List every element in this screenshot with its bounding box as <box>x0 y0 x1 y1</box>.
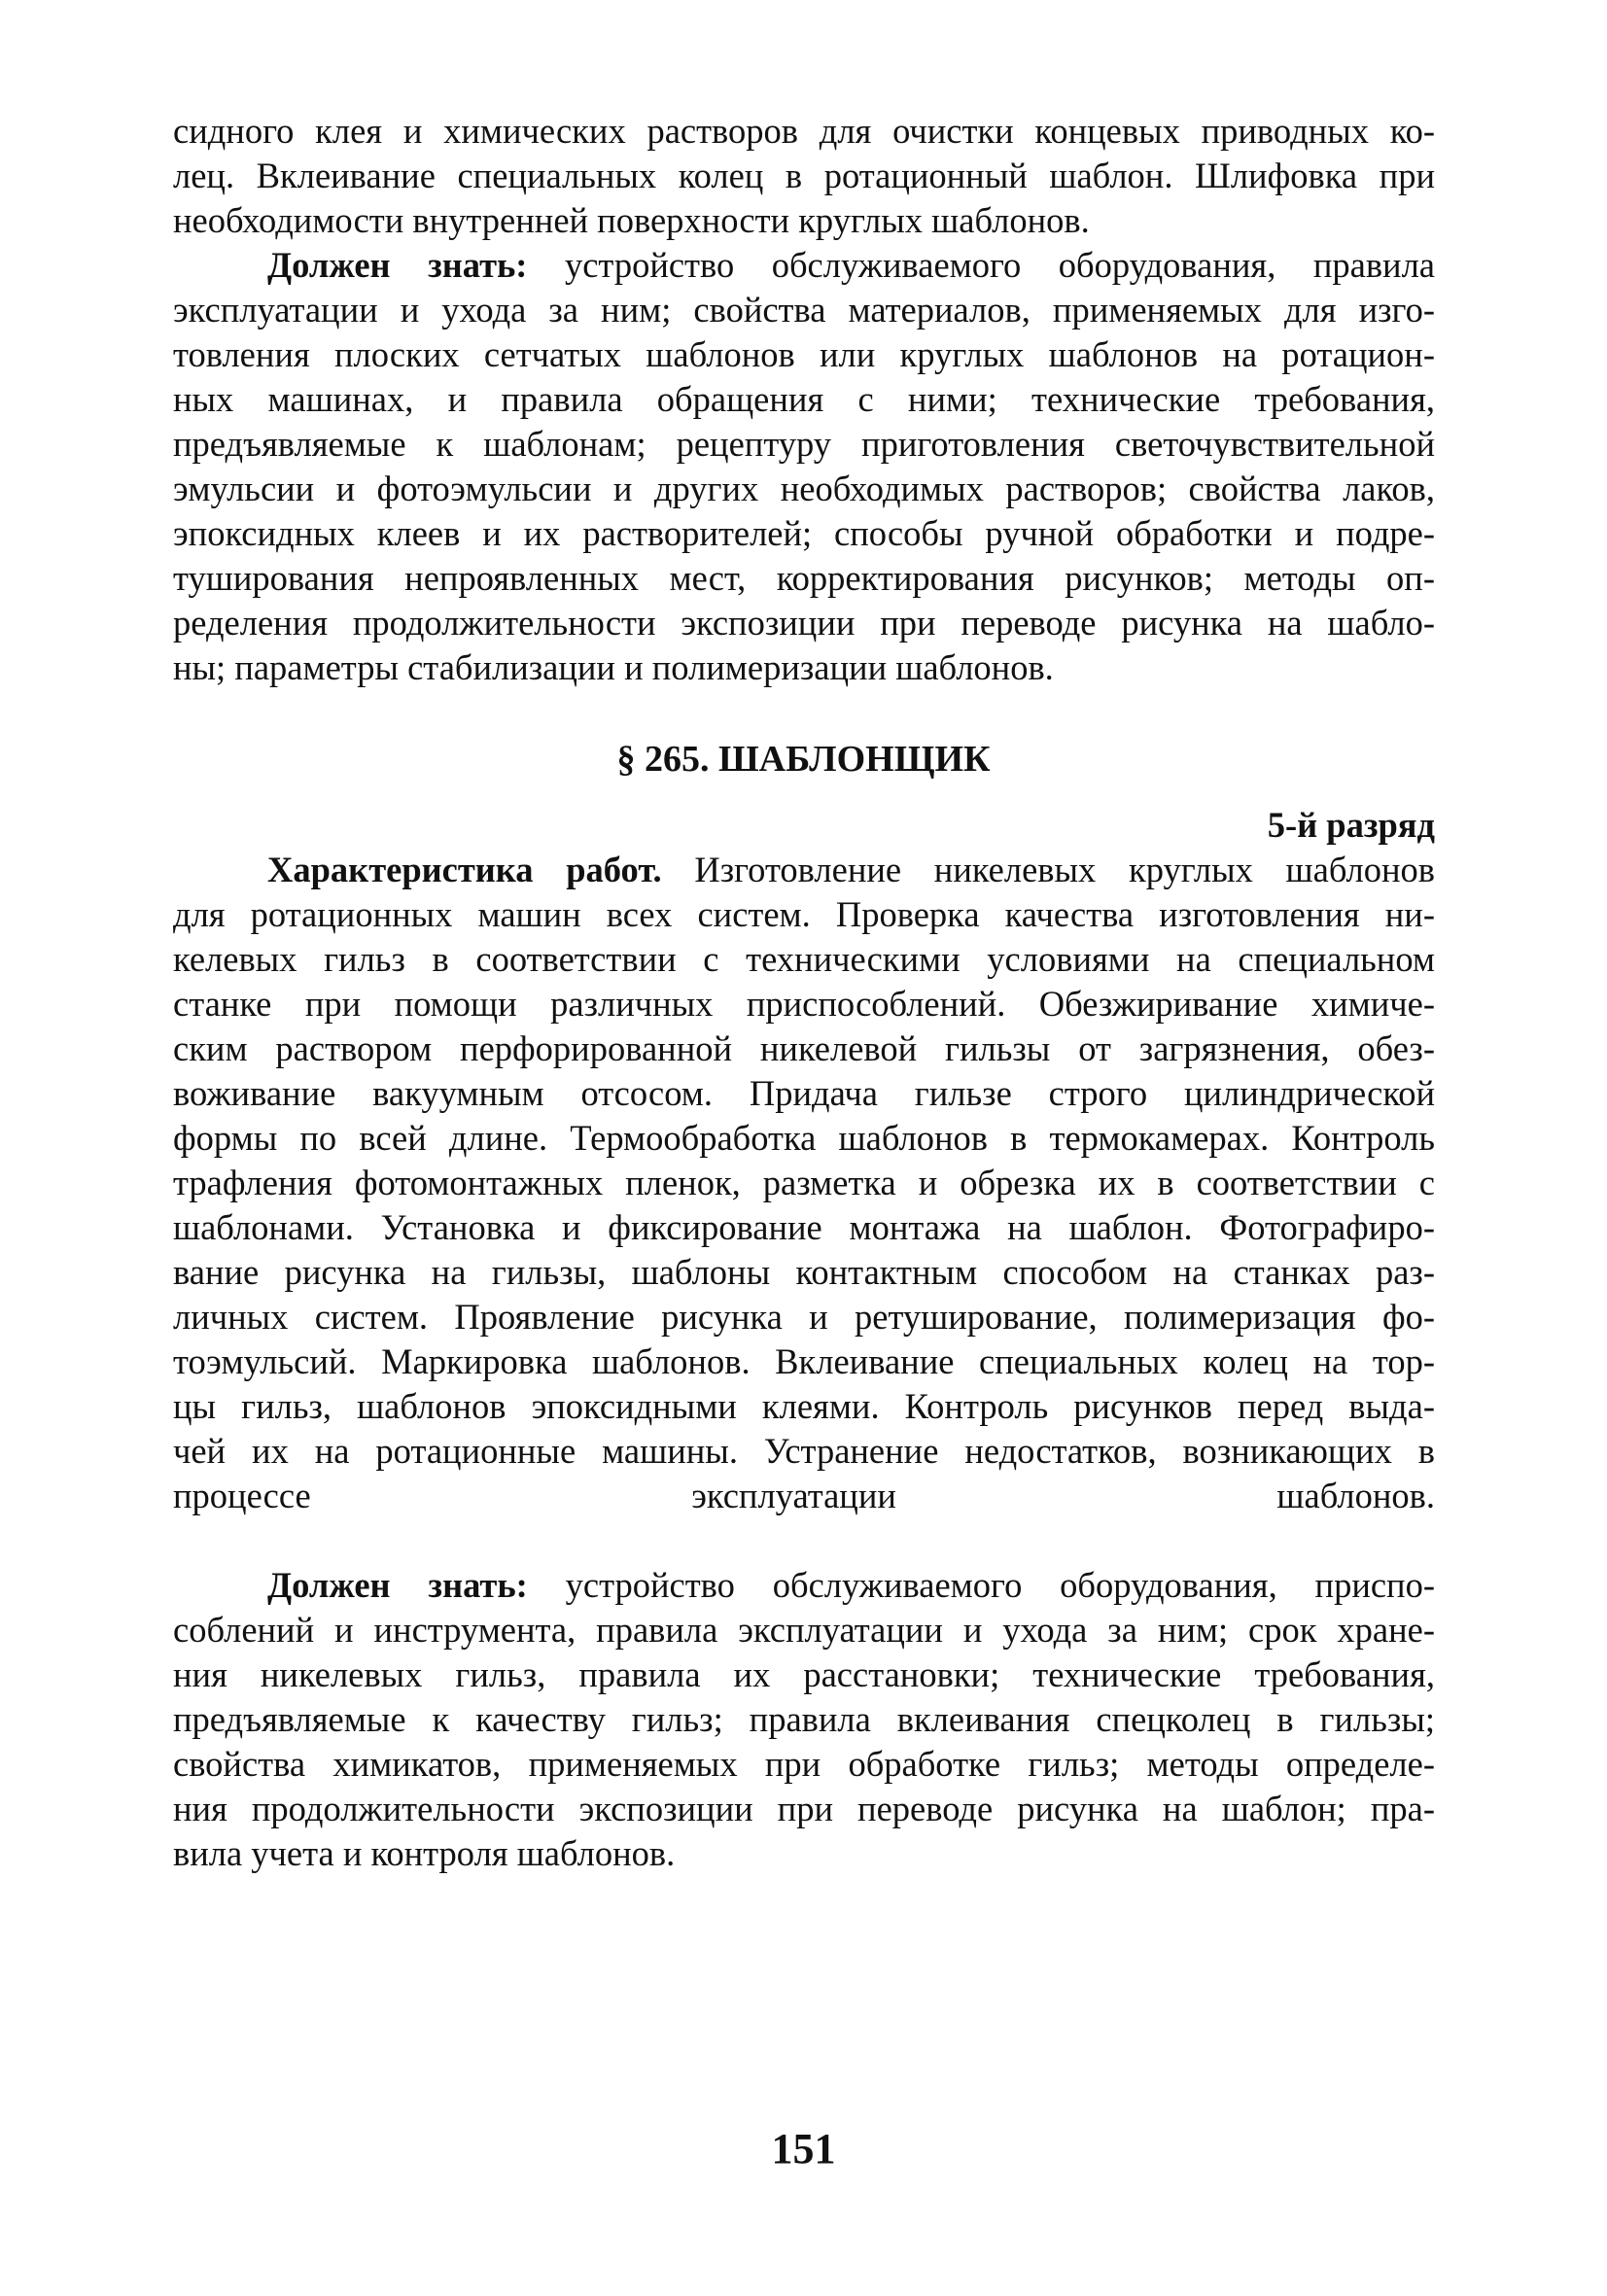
text-line: процессе эксплуатации шаблонов. <box>173 1476 1435 1515</box>
text-line: ны; параметры стабилизации и полимеризации шаблонов. <box>173 647 1054 687</box>
text-line: товления плоских сетчатых шаблонов или круглых шаблонов на ротацион- <box>173 334 1435 374</box>
text-line: цы гильз, шаблонов эпоксидными клеями. Контроль рисунков перед выда- <box>173 1386 1435 1426</box>
text-line: необходимости внутренней поверхности круглых шаблонов. <box>173 200 1090 240</box>
rank-label: 5-й разряд <box>1267 805 1435 845</box>
text-line: вила учета и контроля шаблонов. <box>173 1833 676 1873</box>
text-line: чей их на ротационные машины. Устранение недостатков, возникающих в <box>173 1431 1435 1471</box>
text-segment: Изготовление никелевых круглых шаблонов <box>661 850 1435 889</box>
text-line: для ротационных машин всех систем. Проверка качества изготовления ни- <box>173 894 1435 934</box>
text-line: трафления фотомонтажных пленок, разметка и обрезка их в соответствии с <box>173 1163 1435 1202</box>
paragraph-label: Характеристика работ. <box>267 850 662 889</box>
text-line: станке при помощи различных приспособлений. Обезжиривание химиче- <box>173 984 1435 1024</box>
text-line: формы по всей длине. Термообработка шаблонов в термокамерах. Контроль <box>173 1118 1435 1158</box>
text-line: ных машинах, и правила обращения с ними; технические требования, <box>173 379 1435 419</box>
text-line: личных систем. Проявление рисунка и ретуширование, полимеризация фо- <box>173 1297 1435 1337</box>
section-title: § 265. ШАБЛОНЩИК <box>616 739 991 780</box>
text-line: предъявляемые к качеству гильз; правила вклеивания спецколец в гильзы; <box>173 1699 1435 1739</box>
text-line: ния никелевых гильз, правила их расстановки; технические требования, <box>173 1654 1435 1694</box>
text-line: ским раствором перфорированной никелевой гильзы от загрязнения, обез- <box>173 1028 1435 1068</box>
text-line: лец. Вклеивание специальных колец в ротационный шаблон. Шлифовка при <box>173 156 1435 195</box>
text-segment: устройство обслуживаемого оборудования, приспо- <box>527 1565 1435 1605</box>
text-line: тоэмульсий. Маркировка шаблонов. Вклеивание специальных колец на тор- <box>173 1341 1435 1381</box>
text-line: воживание вакуумным отсосом. Придача гильзе строго цилиндрической <box>173 1073 1435 1113</box>
text-line: эмульсии и фотоэмульсии и других необходимых растворов; свойства лаков, <box>173 469 1435 508</box>
text-line: вание рисунка на гильзы, шаблоны контактным способом на станках раз- <box>173 1252 1435 1292</box>
page-number: 151 <box>771 2125 836 2173</box>
text-line: ния продолжительности экспозиции при переводе рисунка на шаблон; пра- <box>173 1789 1435 1828</box>
paragraph-label: Должен знать: <box>267 245 528 285</box>
text-line: туширования непроявленных мест, корректирования рисунков; методы оп- <box>173 558 1435 598</box>
text-line: эксплуатации и ухода за ним; свойства материалов, применяемых для изго- <box>173 290 1435 330</box>
text-line: сидного клея и химических растворов для очистки концевых приводных ко- <box>173 111 1435 151</box>
paragraph-first-line <box>267 1563 1435 1607</box>
text-line: келевых гильз в соответствии с техническими условиями на специальном <box>173 939 1435 979</box>
paragraph-first-line <box>267 243 1435 287</box>
text-segment: устройство обслуживаемого оборудования, правила <box>527 245 1436 285</box>
text-line: эпоксидных клеев и их растворителей; способы ручной обработки и подре- <box>173 513 1435 553</box>
text-line: шаблонами. Установка и фиксирование монтажа на шаблон. Фотографиро- <box>173 1207 1435 1247</box>
text-line: предъявляемые к шаблонам; рецептуру приготовления светочувствительной <box>173 424 1435 464</box>
text-line: ределения продолжительности экспозиции при переводе рисунка на шабло- <box>173 603 1435 643</box>
paragraph-first-line <box>267 848 1435 891</box>
text-line: соблений и инструмента, правила эксплуатации и ухода за ним; срок хране- <box>173 1610 1435 1650</box>
text-line: свойства химикатов, применяемых при обработке гильз; методы определе- <box>173 1744 1435 1784</box>
paragraph-label: Должен знать: <box>267 1565 528 1605</box>
